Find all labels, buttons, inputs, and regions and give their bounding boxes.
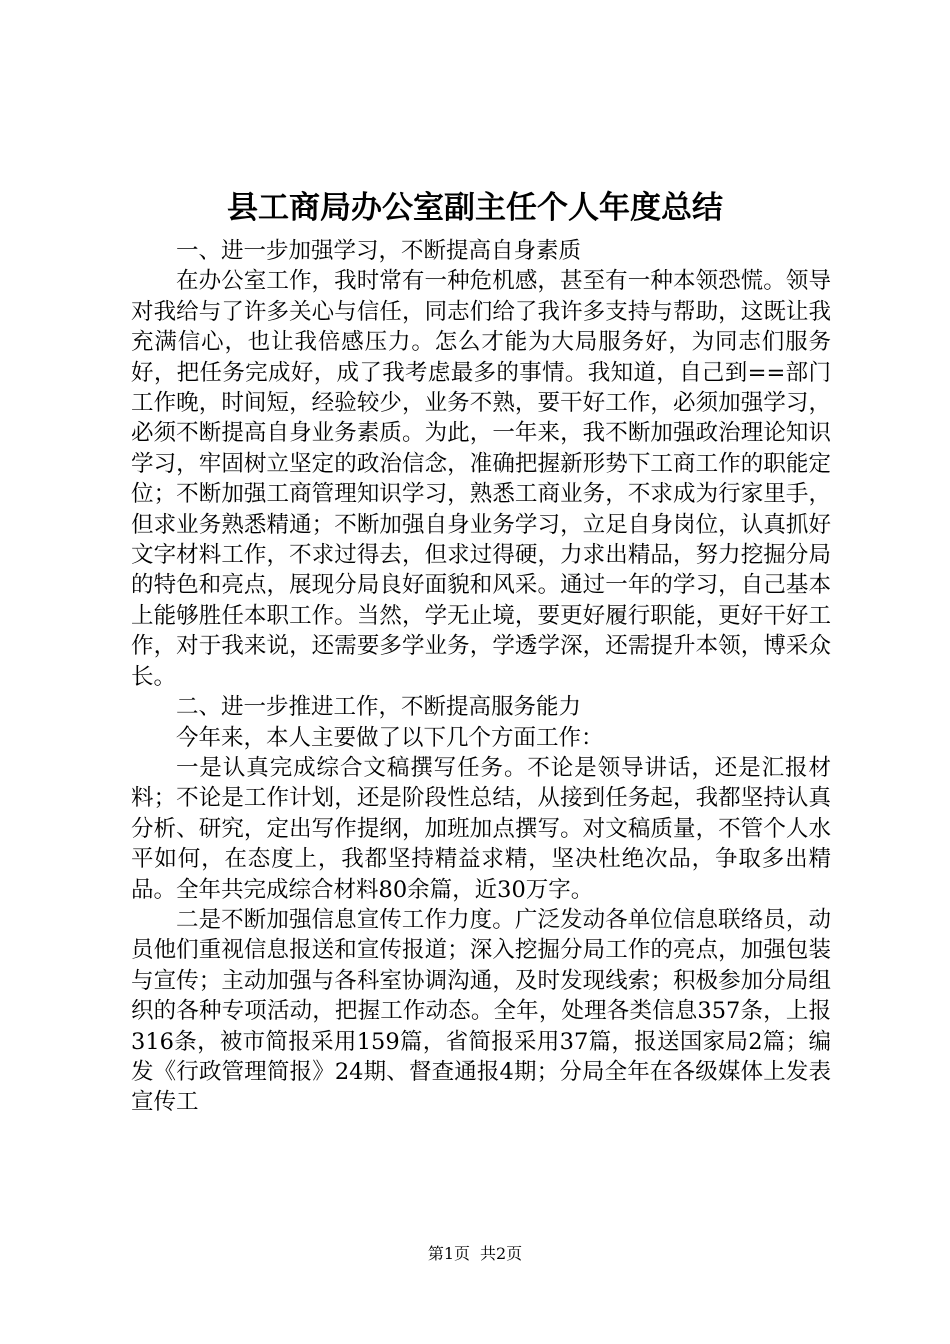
body-paragraph: 在办公室工作，我时常有一种危机感，甚至有一种本领恐慌。领导对我给与了许多关心与信任，同志们给了我许多支持与帮助，这既让我充满信心，也让我倍感压力。怎么才能为大局服务好，为同志们服务好，把任务完成好，成了我考虑最多的事情。我知道，自己到==部门工作晚，时间短，经验较少，业务不熟，要干好工作，必须加强学习，必须不断提高自身业务素质。为此，一年来，我不断加强政治理论知识学习，牢固树立坚定的政治信念，准确把握新形势下工商工作的职能定位；不断加强工商管理知识学习，熟悉工商业务，不求成为行家里手，但求业务熟悉精通；不断加强自身业务学习，立足自身岗位，认真抓好文字材料工作，不求过得去，但求过得硬，力求出精品，努力挖掘分局的特色和亮点，展现分局良好面貌和风采。通过一年的学习，自己基本上能够胜任本职工作。当然，学无止境，要更好履行职能，更好干好工作，对于我来说，还需要多学业务，学透学深，还需提升本领，博采众长。 <box>131 268 831 690</box>
page-footer <box>0 1243 950 1265</box>
body-paragraph: 今年来，本人主要做了以下几个方面工作： <box>176 724 604 751</box>
body-paragraph: 二是不断加强信息宣传工作力度。广泛发动各单位信息联络员，动员他们重视信息报送和宣传报道；深入挖掘分局工作的亮点，加强包装与宣传；主动加强与各科室协调沟通，及时发现线索；积极参加分局组织的各种专项活动，把握工作动态。全年，处理各类信息357条，上报316条，被市简报采用159篇，省简报采用37篇，报送国家局2篇；编发《行政管理简报》24期、督查通报4期；分局全年在各级媒体上发表宣传工 <box>131 906 831 1116</box>
document-title: 县工商局办公室副主任个人年度总结 <box>227 190 723 226</box>
section-heading-2: 二、进一步推进工作，不断提高服务能力 <box>176 694 582 721</box>
page-number-total: 共2页 <box>480 1244 523 1263</box>
page-number-current: 第1页 <box>427 1244 470 1263</box>
section-heading-1: 一、进一步加强学习，不断提高自身素质 <box>176 238 582 264</box>
body-paragraph: 一是认真完成综合文稿撰写任务。不论是领导讲话，还是汇报材料；不论是工作计划，还是阶段性总结，从接到任务起，我都坚持认真分析、研究，定出写作提纲，加班加点撰写。对文稿质量，不管个人水平如何，在态度上，我都坚持精益求精，坚决杜绝次品，争取多出精品。全年共完成综合材料80余篇，近30万字。 <box>131 754 831 903</box>
document-body <box>131 236 831 1118</box>
